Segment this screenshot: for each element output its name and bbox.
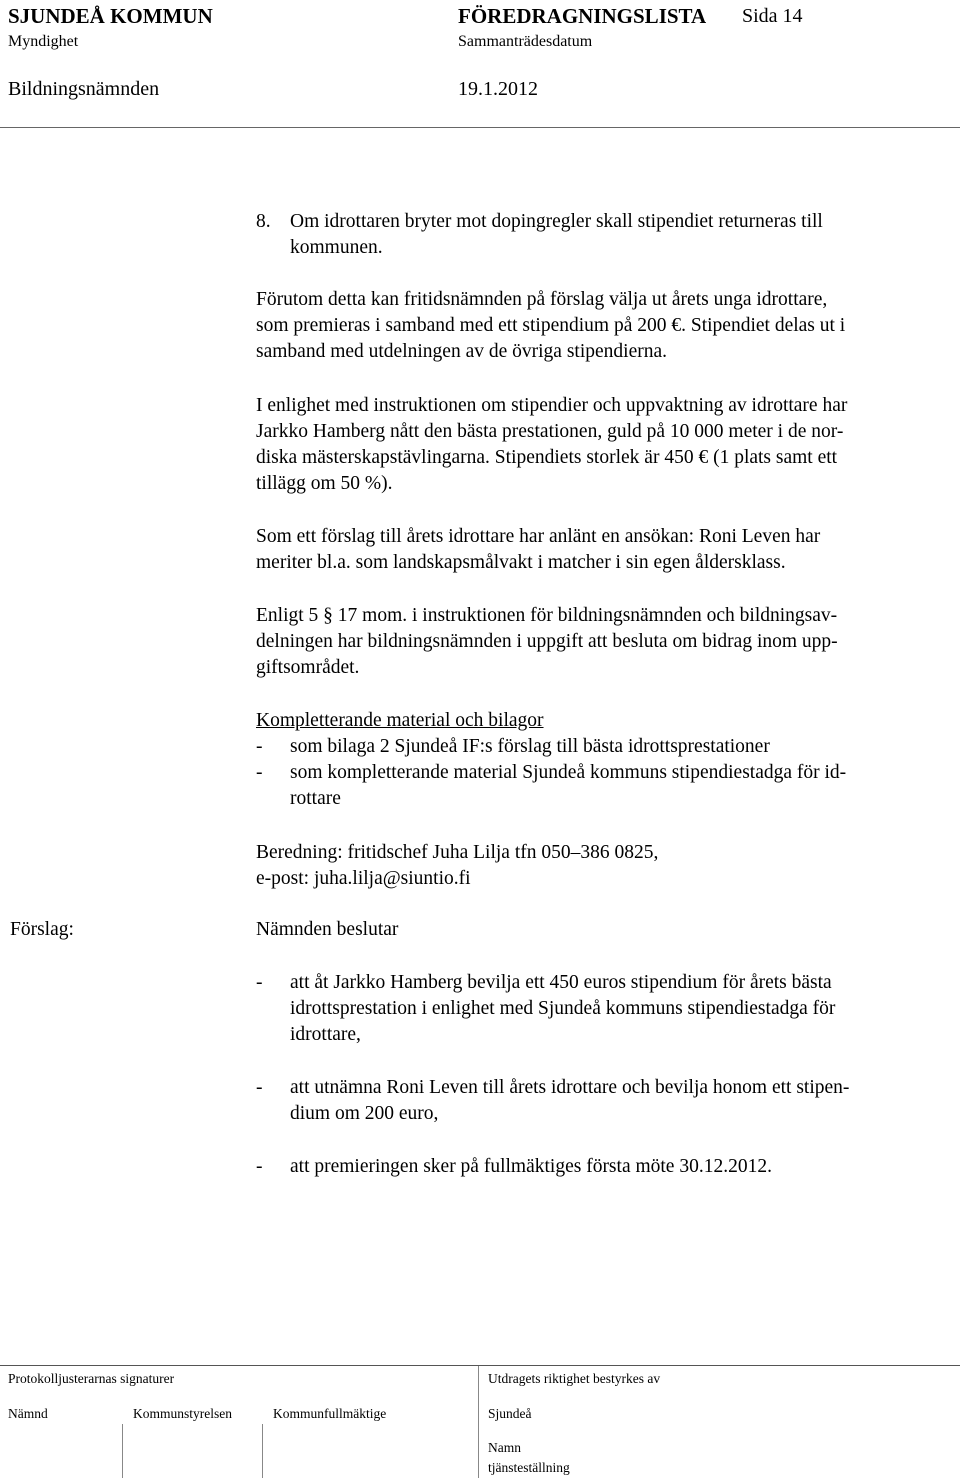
paragraph-instruction: [256, 603, 946, 681]
list-dash: -: [256, 736, 263, 757]
list-dash: -: [256, 972, 263, 993]
header-rule: [0, 127, 960, 128]
preparer-line: Beredning: fritidschef Juha Lilja tfn 050–386 0825,: [256, 842, 659, 863]
authority-value: Bildningsnämnden: [8, 78, 160, 100]
footer-divider: [478, 1366, 479, 1478]
decision-line: att utnämna Roni Leven till årets idrottare och bevilja honom ett stipen-: [290, 1077, 850, 1098]
doc-type: FÖREDRAGNINGSLISTA: [458, 4, 707, 28]
signatures-label: Protokolljusterarnas signaturer: [8, 1371, 175, 1386]
col-place: Sjundeå: [488, 1406, 532, 1421]
attachment-item: som bilaga 2 Sjundeå IF:s förslag till bästa idrottsprestationer: [290, 736, 770, 757]
attachment-item-cont: rottare: [290, 788, 341, 809]
authority-label: Myndighet: [8, 33, 79, 50]
proposal-intro: Nämnden beslutar: [256, 919, 399, 940]
certified-label: Utdragets riktighet bestyrkes av: [488, 1371, 661, 1386]
item-text-line: Om idrottaren bryter mot dopingregler skall stipendiet returneras till: [290, 211, 823, 232]
col-namnd: Nämnd: [8, 1406, 48, 1421]
text-line: samband med utdelningen av de övriga stipendierna.: [256, 341, 668, 362]
proposal-label: Förslag:: [10, 919, 74, 940]
text-line: Som ett förslag till årets idrottare har anlänt en ansökan: Roni Leven har: [256, 526, 821, 547]
decision-line: att åt Jarkko Hamberg bevilja ett 450 euros stipendium för årets bästa: [290, 972, 832, 993]
text-line: giftsområdet.: [256, 657, 360, 678]
org-name: SJUNDEÅ KOMMUN: [8, 4, 213, 28]
attachment-item: som kompletterande material Sjundeå kommuns stipendiestadga för id-: [290, 762, 847, 783]
text-line: tillägg om 50 %).: [256, 473, 393, 494]
text-line: som premieras i samband med ett stipendium på 200 €. Stipendiet delas ut i: [256, 315, 846, 336]
text-line: diska mästerskapstävlingarna. Stipendiets storlek är 450 € (1 plats samt ett: [256, 447, 838, 468]
col-title: tjänsteställning: [488, 1460, 570, 1475]
text-line: Förutom detta kan fritidsnämnden på förslag välja ut årets unga idrottare,: [256, 289, 828, 310]
paragraph-young-athlete: [256, 287, 946, 365]
item-number: 8.: [256, 211, 271, 232]
decision-line: idrottsprestation i enlighet med Sjundeå kommuns stipendiestadga för: [290, 998, 836, 1019]
paragraph-hamberg: [256, 393, 946, 497]
attachments-heading: Kompletterande material och bilagor: [256, 710, 544, 731]
text-line: Enligt 5 § 17 mom. i instruktionen för bildningsnämnden och bildningsav-: [256, 605, 838, 626]
date-label: Sammanträdesdatum: [458, 33, 593, 50]
page-number: Sida 14: [742, 5, 803, 27]
paragraph-leven: [256, 524, 946, 576]
list-dash: -: [256, 1156, 263, 1177]
text-line: Jarkko Hamberg nått den bästa prestationen, guld på 10 000 meter i de nor-: [256, 421, 844, 442]
col-kommunfullmaktige: Kommunfullmäktige: [273, 1406, 387, 1421]
col-name: Namn: [488, 1440, 521, 1455]
preparer-email: e-post: juha.lilja@siuntio.fi: [256, 868, 471, 889]
footer-divider: [122, 1424, 123, 1478]
list-dash: -: [256, 762, 263, 783]
date-value: 19.1.2012: [458, 78, 538, 100]
footer-divider: [262, 1424, 263, 1478]
decision-line: att premieringen sker på fullmäktiges första möte 30.12.2012.: [290, 1156, 772, 1177]
decision-line: dium om 200 euro,: [290, 1103, 439, 1124]
footer-rule: [0, 1365, 960, 1366]
item-text-line: kommunen.: [290, 237, 383, 258]
decision-line: idrottare,: [290, 1024, 361, 1045]
list-dash: -: [256, 1077, 263, 1098]
text-line: meriter bl.a. som landskapsmålvakt i matcher i sin egen åldersklass.: [256, 552, 786, 573]
text-line: I enlighet med instruktionen om stipendier och uppvaktning av idrottare har: [256, 395, 848, 416]
text-line: delningen har bildningsnämnden i uppgift att besluta om bidrag inom upp-: [256, 631, 838, 652]
col-kommunstyrelsen: Kommunstyrelsen: [133, 1406, 232, 1421]
